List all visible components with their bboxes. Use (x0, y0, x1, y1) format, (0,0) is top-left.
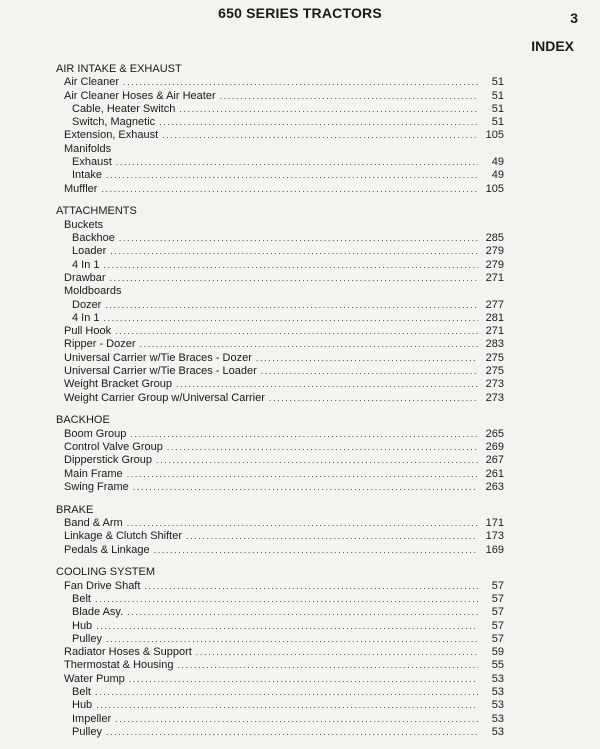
entry-label: Moldboards (64, 285, 122, 298)
entry-page-number: 53 (491, 699, 504, 712)
dot-leader (269, 392, 478, 405)
entry-label: Dipperstick Group (64, 454, 153, 467)
entry-label: Thermostat & Housing (64, 659, 174, 672)
dot-leader (154, 544, 478, 557)
entry-page-number: 263 (485, 480, 504, 493)
index-entry[interactable] (56, 365, 504, 378)
entry-label: 4 In 1 (72, 311, 100, 324)
entry-label: Backhoe (72, 232, 115, 245)
dot-leader (96, 699, 478, 712)
entry-label: Cable, Heater Switch (72, 102, 176, 115)
entry-page-number: 57 (491, 632, 504, 645)
entry-label: Pulley (72, 725, 102, 738)
entry-label: Radiator Hoses & Support (64, 646, 192, 659)
dot-leader (127, 517, 478, 530)
section-title: AIR INTAKE & EXHAUST (56, 63, 182, 75)
index-entry[interactable] (56, 686, 504, 699)
dot-leader (186, 530, 478, 543)
dot-leader (104, 312, 478, 325)
section-title: BRAKE (56, 503, 94, 516)
index-entry[interactable] (56, 156, 504, 169)
entry-label: Water Pump (64, 672, 125, 685)
dot-leader (167, 441, 478, 454)
entry-page-number: 273 (485, 391, 504, 404)
index-entry[interactable] (56, 378, 504, 391)
index-entry[interactable] (56, 76, 504, 89)
index-entry[interactable] (56, 646, 504, 659)
entry-label: Extension, Exhaust (64, 129, 159, 142)
entry-page-number: 53 (491, 712, 504, 725)
entry-page-number: 275 (485, 365, 504, 378)
entry-label: Band & Arm (64, 517, 123, 529)
dot-leader (104, 259, 478, 272)
entry-label: Universal Carrier w/Tie Braces - Dozer (64, 351, 252, 364)
dot-leader (115, 325, 478, 338)
entry-page-number: 57 (491, 579, 504, 592)
dot-leader (133, 481, 478, 494)
entry-page-number: 49 (491, 169, 504, 182)
dot-leader (127, 468, 478, 481)
index-entry[interactable] (56, 593, 504, 606)
index-heading: INDEX (531, 38, 574, 54)
section-title: COOLING SYSTEM (56, 566, 156, 579)
dot-leader (196, 646, 478, 659)
dot-leader (119, 232, 478, 245)
index-entry[interactable] (56, 606, 504, 619)
index-entry[interactable] (56, 338, 504, 351)
entry-page-number: 51 (491, 76, 504, 89)
entry-label: Exhaust (72, 156, 112, 169)
entry-label: Weight Carrier Group w/Universal Carrier (64, 391, 265, 404)
entry-page-number: 57 (491, 606, 504, 619)
index-entry[interactable] (56, 219, 504, 232)
index-entry[interactable] (56, 245, 504, 258)
dot-leader (110, 272, 478, 285)
entry-page-number: 59 (491, 646, 504, 659)
dot-leader (130, 428, 478, 441)
entry-label: Ripper - Dozer (64, 338, 136, 351)
entry-page-number: 273 (485, 378, 504, 391)
index-entry[interactable] (56, 325, 504, 338)
entry-label: Muffler (64, 182, 98, 195)
entry-label: Air Cleaner (64, 76, 120, 89)
entry-label: Boom Group (64, 427, 127, 440)
index-entry[interactable] (56, 299, 504, 312)
index-entry[interactable] (56, 673, 504, 686)
dot-leader (105, 299, 478, 312)
index-entry[interactable] (56, 259, 504, 272)
entry-page-number: 283 (485, 338, 504, 351)
entry-label: Swing Frame (64, 480, 129, 493)
section-title: ATTACHMENTS (56, 205, 137, 218)
entry-page-number: 285 (485, 232, 504, 245)
entry-label: Air Cleaner Hoses & Air Heater (64, 89, 216, 102)
dot-leader (156, 454, 478, 467)
entry-label: Pedals & Linkage (64, 543, 150, 556)
dot-leader (261, 365, 478, 378)
index-entry[interactable] (56, 232, 504, 245)
dot-leader (159, 116, 478, 129)
entry-page-number: 261 (485, 467, 504, 480)
dot-leader (176, 378, 478, 391)
entry-label: Blade Asy. (72, 606, 124, 619)
dot-leader (110, 245, 478, 258)
dot-leader (256, 352, 478, 365)
index-entry[interactable] (56, 580, 504, 593)
entry-page-number: 275 (485, 351, 504, 364)
index-entry[interactable] (56, 454, 504, 467)
index-section (56, 414, 504, 494)
entry-label: Buckets (64, 218, 104, 231)
entry-page-number: 271 (485, 271, 504, 284)
entry-label: Linkage & Clutch Shifter (64, 530, 183, 543)
section-title: BACKHOE (56, 414, 110, 427)
dot-leader (177, 659, 478, 672)
entry-page-number: 105 (485, 129, 504, 142)
index-entry[interactable] (56, 129, 504, 142)
entry-label: 4 In 1 (72, 258, 100, 271)
entry-label: Pulley (72, 632, 102, 645)
dot-leader (144, 580, 478, 593)
index-entry[interactable] (56, 441, 504, 454)
entry-page-number: 53 (491, 725, 504, 738)
entry-page-number: 267 (485, 454, 504, 467)
entry-label: Intake (72, 169, 102, 182)
entry-page-number: 173 (485, 530, 504, 543)
index-entry[interactable] (56, 699, 504, 712)
dot-leader (123, 76, 478, 89)
entry-label: Universal Carrier w/Tie Braces - Loader (64, 365, 257, 378)
entry-page-number: 55 (491, 659, 504, 672)
index-section (56, 63, 504, 196)
entry-page-number: 281 (485, 311, 504, 324)
entry-label: Hub (72, 699, 93, 712)
entry-label: Pull Hook (64, 325, 112, 338)
index-entry[interactable] (56, 272, 504, 285)
index-entry[interactable] (56, 659, 504, 672)
entry-page-number: 51 (491, 102, 504, 115)
dot-leader (116, 156, 478, 169)
entry-label: Weight Bracket Group (64, 378, 173, 391)
index-entry[interactable] (56, 633, 504, 646)
dot-leader (127, 606, 478, 619)
entry-page-number: 49 (491, 156, 504, 169)
entry-page-number: 265 (485, 427, 504, 440)
entry-page-number: 57 (491, 619, 504, 632)
entry-page-number: 53 (491, 672, 504, 685)
entry-page-number: 51 (491, 89, 504, 102)
entry-label: Switch, Magnetic (72, 116, 156, 129)
dot-leader (106, 726, 478, 739)
entry-page-number: 277 (485, 298, 504, 311)
index-entry[interactable] (56, 116, 504, 129)
index-entry[interactable] (56, 183, 504, 196)
entry-page-number: 279 (485, 245, 504, 258)
entry-label: Loader (72, 245, 107, 258)
index-section (56, 205, 504, 404)
entry-page-number: 53 (491, 686, 504, 699)
index-list (56, 63, 504, 749)
index-entry[interactable] (56, 143, 504, 156)
page-title: 650 SERIES TRACTORS (218, 5, 382, 21)
index-entry[interactable] (56, 90, 504, 103)
dot-leader (95, 593, 478, 606)
index-entry[interactable] (56, 285, 504, 298)
entry-page-number: 269 (485, 441, 504, 454)
index-entry[interactable] (56, 713, 504, 726)
index-entry[interactable] (56, 517, 504, 530)
page-number: 3 (570, 10, 578, 26)
dot-leader (106, 169, 478, 182)
entry-page-number: 169 (485, 543, 504, 556)
index-entry[interactable] (56, 544, 504, 557)
entry-page-number: 57 (491, 592, 504, 605)
entry-page-number: 51 (491, 116, 504, 129)
entry-label: Hub (72, 619, 93, 632)
entry-page-number: 279 (485, 258, 504, 271)
entry-page-number: 271 (485, 325, 504, 338)
entry-label: Dozer (72, 298, 102, 311)
dot-leader (129, 673, 478, 686)
index-entry[interactable] (56, 530, 504, 543)
entry-label: Impeller (72, 712, 112, 725)
index-entry[interactable] (56, 352, 504, 365)
index-entry[interactable] (56, 169, 504, 182)
entry-label: Control Valve Group (64, 441, 163, 454)
index-entry[interactable] (56, 103, 504, 116)
dot-leader (96, 620, 478, 633)
entry-page-number: 105 (485, 182, 504, 195)
dot-leader (95, 686, 478, 699)
entry-label: Drawbar (64, 271, 106, 284)
dot-leader (140, 338, 478, 351)
dot-leader (101, 183, 478, 196)
index-entry[interactable] (56, 392, 504, 405)
dot-leader (115, 713, 478, 726)
entry-label: Belt (72, 686, 91, 699)
index-section (56, 504, 504, 557)
dot-leader (162, 129, 478, 142)
dot-leader (220, 90, 478, 103)
entry-label: Belt (72, 592, 91, 605)
index-entry[interactable] (56, 428, 504, 441)
index-entry[interactable] (56, 620, 504, 633)
index-section (56, 566, 504, 739)
entry-label: Fan Drive Shaft (64, 579, 141, 592)
entry-page-number: 171 (485, 517, 504, 529)
index-entry[interactable] (56, 726, 504, 739)
index-entry[interactable] (56, 481, 504, 494)
dot-leader (179, 103, 478, 116)
dot-leader (106, 633, 478, 646)
entry-label: Main Frame (64, 467, 123, 480)
index-entry[interactable] (56, 468, 504, 481)
index-entry[interactable] (56, 312, 504, 325)
entry-label: Manifolds (64, 142, 112, 155)
